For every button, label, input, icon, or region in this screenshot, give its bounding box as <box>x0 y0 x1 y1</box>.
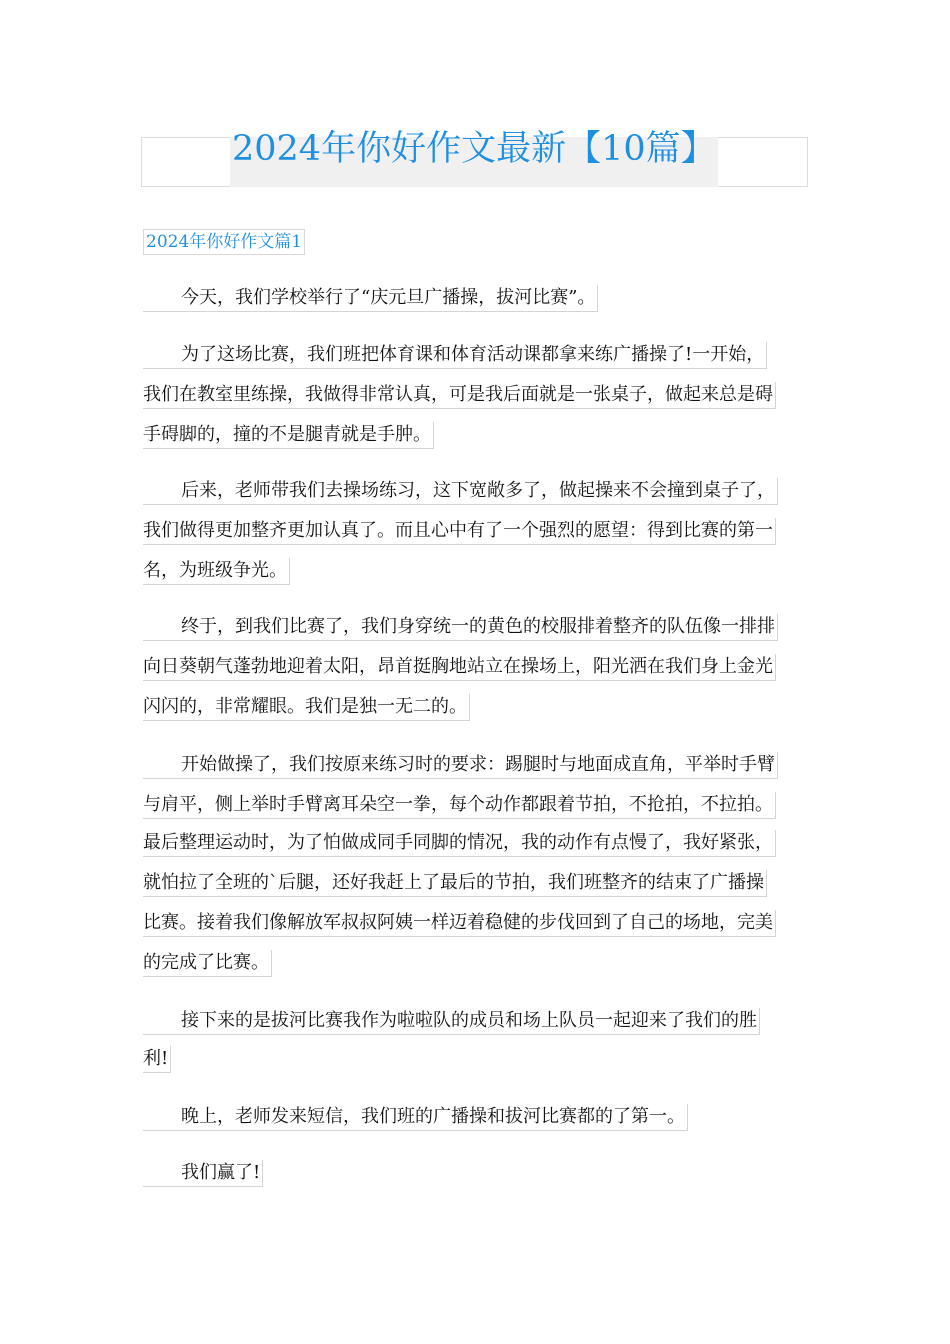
paragraph-line: 开始做操了，我们按原来练习时的要求：踢腿时与地面成直角，平举时手臂 <box>143 752 778 779</box>
paragraph-line: 向日葵朝气蓬勃地迎着太阳，昂首挺胸地站立在操场上，阳光洒在我们身上金光 <box>143 654 776 681</box>
paragraph-line: 的完成了比赛。 <box>143 950 272 977</box>
paragraph-line: 就怕拉了全班的`后腿，还好我赶上了最后的节拍，我们班整齐的结束了广播操 <box>143 870 767 897</box>
paragraph-line: 名，为班级争光。 <box>143 558 290 585</box>
paragraph-line: 最后整理运动时，为了怕做成同手同脚的情况，我的动作有点慢了，我好紧张， <box>143 830 776 857</box>
paragraph-line: 接下来的是拔河比赛我作为啦啦队的成员和场上队员一起迎来了我们的胜 <box>143 1008 760 1035</box>
paragraph-line: 后来，老师带我们去操场练习，这下宽敞多了，做起操来不会撞到桌子了， <box>143 478 778 505</box>
paragraph-line: 比赛。接着我们像解放军叔叔阿姨一样迈着稳健的步伐回到了自己的场地，完美 <box>143 910 776 937</box>
paragraph-line: 今天，我们学校举行了“庆元旦广播操，拔河比赛”。 <box>143 285 598 312</box>
paragraph-line: 闪闪的，非常耀眼。我们是独一无二的。 <box>143 694 470 721</box>
paragraph-line: 与肩平，侧上举时手臂离耳朵空一拳，每个动作都跟着节拍，不抢拍，不拉拍。 <box>143 792 776 819</box>
paragraph-line: 终于，到我们比赛了，我们身穿统一的黄色的校服排着整齐的队伍像一排排 <box>143 614 778 641</box>
paragraph-line: 我们在教室里练操，我做得非常认真，可是我后面就是一张桌子，做起来总是碍 <box>143 382 776 409</box>
section-heading: 2024年你好作文篇1 <box>143 229 305 255</box>
paragraph-line: 我们赢了! <box>143 1160 263 1187</box>
paragraph-line: 手碍脚的，撞的不是腿青就是手肿。 <box>143 422 434 449</box>
paragraph-line: 利! <box>143 1046 171 1073</box>
document-title: 2024年你好作文最新【10篇】 <box>232 129 716 169</box>
paragraph-line: 我们做得更加整齐更加认真了。而且心中有了一个强烈的愿望：得到比赛的第一 <box>143 518 776 545</box>
paragraph-line: 为了这场比赛，我们班把体育课和体育活动课都拿来练广播操了!一开始， <box>143 342 767 369</box>
paragraph-line: 晚上，老师发来短信，我们班的广播操和拔河比赛都的了第一。 <box>143 1104 688 1131</box>
